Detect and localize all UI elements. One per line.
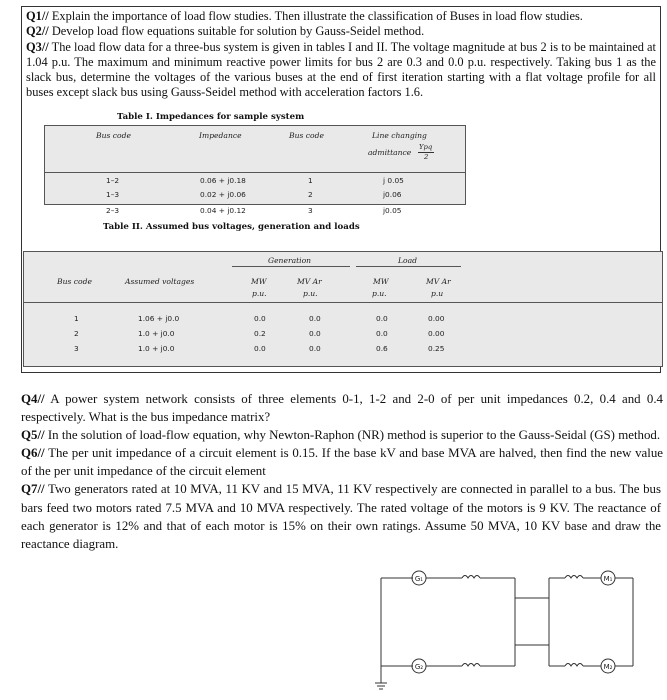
t2-row3-gen-mvar: 0.0: [309, 344, 321, 353]
t1-header-line-charging: Line changing: [372, 131, 427, 140]
t2-row1-bus: 1: [74, 314, 79, 323]
q7-label: Q7//: [21, 482, 45, 497]
t1-header-impedance: Impedance: [199, 131, 242, 140]
t2-header-assumed-voltages: Assumed voltages: [125, 277, 195, 286]
q7-text: Two generators rated at 10 MVA, 11 KV and 15 MVA, 11 KV respectively are connected in parallel to a bus. The bus bars feed two motors rated 7.5 MVA and 10 MVA respectively. The rated voltage of the motors is 9 KV. The reactance of each generator is 12% and that of each motor is 15% on their own ratings. Assume 50 MVA, 10 KV base and draw the reactance diagram.: [21, 482, 662, 551]
q6-text: The per unit impedance of a circuit element is 0.15. If the base kV and base MVA are halved, then find the new value of the per unit impedance of the circuit element: [21, 446, 663, 479]
t1-row1-bus: 1–2: [106, 176, 120, 185]
q6-label: Q6//: [21, 446, 45, 461]
q1-label: Q1//: [26, 9, 49, 23]
t2-header-load: Load: [398, 256, 418, 265]
t2-row3-gen-mw: 0.0: [254, 344, 266, 353]
t2-row2-load-mw: 0.0: [376, 329, 388, 338]
t2-row3-load-mw: 0.6: [376, 344, 388, 353]
t1-row1-impedance: 0.06 + j0.18: [200, 176, 246, 185]
t1-header-bus-code-2: Bus code: [289, 131, 324, 140]
m1-label: M₁: [603, 575, 613, 583]
t1-row1-admittance: j 0.05: [383, 176, 404, 185]
q5-label: Q5//: [21, 428, 45, 443]
t2-row1-load-mvar: 0.00: [428, 314, 445, 323]
t2-row3-voltage: 1.0 + j0.0: [138, 344, 175, 353]
t2-header-load-mw-unit: p.u.: [372, 289, 387, 298]
reactance-g2-coil-icon: [462, 664, 480, 667]
t1-row3-bus2: 3: [308, 206, 313, 215]
t2-row2-load-mvar: 0.00: [428, 329, 445, 338]
t2-row3-bus: 3: [74, 344, 79, 353]
t2-row2-gen-mw: 0.2: [254, 329, 266, 338]
q4-label: Q4//: [21, 392, 45, 406]
t2-header-gen-mvar-unit: p.u.: [303, 289, 318, 298]
t1-row3-admittance: j0.05: [383, 206, 402, 215]
t2-header-gen-mw-unit: p.u.: [252, 289, 267, 298]
m2-label: M₂: [603, 663, 613, 671]
t1-header-fraction-den: 2: [424, 153, 429, 161]
t2-header-load-mvar: MV Ar: [426, 277, 451, 286]
t1-row2-impedance: 0.02 + j0.06: [200, 190, 246, 199]
t2-row2-gen-mvar: 0.0: [309, 329, 321, 338]
t1-header-admittance: admittance: [368, 148, 412, 157]
t2-row2-voltage: 1.0 + j0.0: [138, 329, 175, 338]
q5-text: In the solution of load-flow equation, why Newton-Raphon (NR) method is superior to the Gauss-Seidal (GS) method.: [47, 428, 661, 443]
g1-label: G₁: [414, 575, 424, 583]
q2-text: Develop load flow equations suitable for solution by Gauss-Seidel method.: [51, 24, 425, 39]
t2-header-load-mvar-unit: p.u: [431, 289, 444, 298]
q2-label: Q2//: [26, 24, 49, 39]
t2-row1-gen-mw: 0.0: [254, 314, 266, 323]
t2-row1-gen-mvar: 0.0: [309, 314, 321, 323]
g2-label: G₂: [414, 663, 424, 671]
t1-row3-bus: 2–3: [106, 206, 120, 215]
t1-header-fraction-num: Ypq: [419, 143, 433, 151]
t2-header-load-mw: MW: [373, 277, 389, 286]
t1-row2-admittance: j0.06: [383, 190, 402, 199]
t1-row2-bus2: 2: [308, 190, 313, 199]
t2-row2-bus: 2: [74, 329, 79, 338]
q4-text: A power system network consists of three elements 0-1, 1-2 and 2-0 of per unit impedances 0.2, 0.4 and 0.4 respectively. What is the bus impedance matrix?: [21, 392, 663, 425]
t2-row3-load-mvar: 0.25: [428, 344, 445, 353]
reactance-m2-coil-icon: [565, 664, 583, 667]
t2-row1-voltage: 1.06 + j0.0: [138, 314, 180, 323]
table1-caption: Table I. Impedances for sample system: [117, 112, 305, 122]
reactance-g1-coil-icon: [462, 576, 480, 579]
q3-text: The load flow data for a three-bus system is given in tables I and II. The voltage magnitude at bus 2 is to be maintained at 1.04 p.u. The maximum and minimum reactive power limits for bus 2 are 0.3 and 0.0 p.u. respectively. Taking bus 1 as the slack bus, determine the voltages of the various buses at the end of first iteration starting with a flat voltage profile for all buses except slack bus using Gauss-Seidel method with acceleration factors 1.6.: [26, 39, 656, 100]
t1-row3-impedance: 0.04 + j0.12: [200, 206, 246, 215]
table2-caption: Table II. Assumed bus voltages, generation and loads: [103, 222, 360, 232]
t1-header-bus-code: Bus code: [96, 131, 131, 140]
reactance-m1-coil-icon: [565, 576, 583, 579]
t2-row1-load-mw: 0.0: [376, 314, 388, 323]
q1-text: Explain the importance of load flow studies. Then illustrate the classification of Buses in load flow studies.: [51, 9, 583, 23]
q3-label: Q3//: [26, 39, 49, 54]
t2-header-generation: Generation: [268, 256, 312, 265]
t2-header-gen-mw: MW: [251, 277, 267, 286]
t2-header-gen-mvar: MV Ar: [297, 277, 322, 286]
t1-row2-bus: 1–3: [106, 190, 120, 199]
t2-header-bus-code: Bus code: [57, 277, 92, 286]
t1-row1-bus2: 1: [308, 176, 313, 185]
